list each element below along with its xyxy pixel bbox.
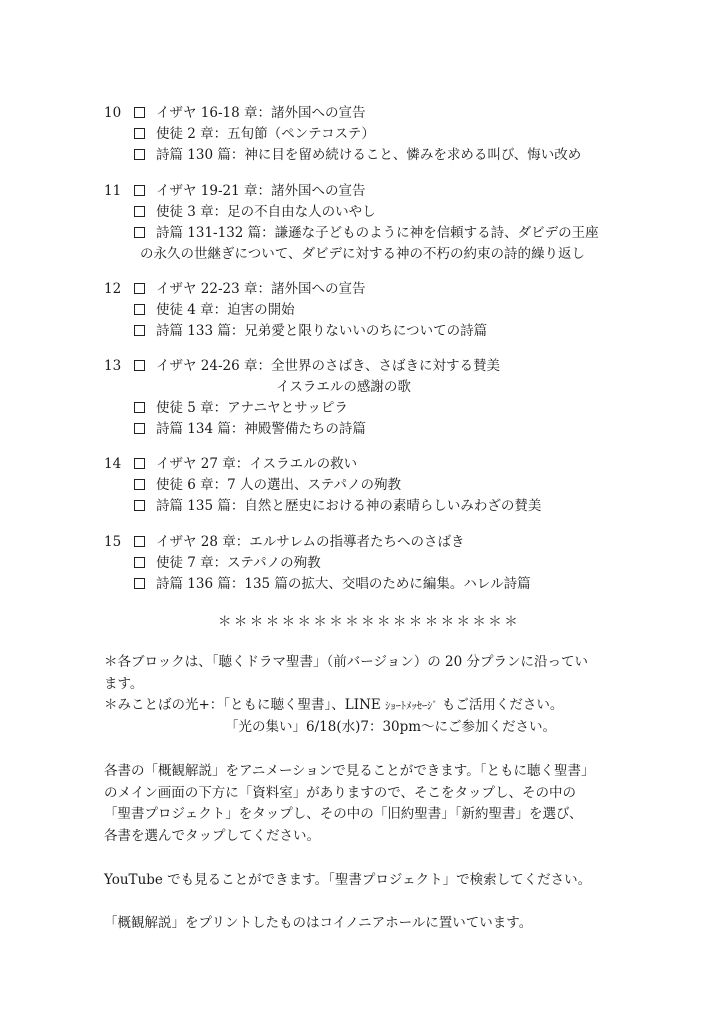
reading-day-15: [104, 532, 664, 595]
checkbox[interactable]: [134, 185, 145, 196]
day-number: 11: [104, 183, 122, 199]
reading-day-11: [104, 181, 664, 265]
reading-isaiah: イザヤ 27 章：イスラエルの救い: [156, 456, 358, 472]
print-note: [104, 913, 624, 935]
reading-acts: 使徒 4 章：迫害の開始: [156, 302, 295, 318]
checkbox[interactable]: [134, 360, 145, 371]
reading-isaiah: イザヤ 16-18 章：諸外国への宣告: [156, 105, 366, 121]
note-line: [104, 695, 624, 717]
paragraph-line: 各書を選んでタップしてください。: [104, 827, 320, 844]
checkbox[interactable]: [134, 402, 145, 413]
checkbox[interactable]: [134, 128, 145, 139]
day-number: 13: [104, 358, 122, 374]
reading-day-13: [104, 356, 664, 440]
checkbox[interactable]: [134, 149, 145, 160]
checkbox[interactable]: [134, 557, 145, 568]
checkbox[interactable]: [134, 500, 145, 511]
paragraph-line: のメイン画面の下方に「資料室」がありますので、そこをタップし、その中の: [104, 784, 576, 801]
reading-psalms: 詩篇 131-132 篇：謙遜な子どものように神を信頼する詩、ダビデの王座: [156, 225, 599, 241]
reading-acts: 使徒 6 章：7 人の選出、ステパノの殉教: [156, 477, 401, 493]
reading-psalms: 詩篇 130 篇：神に目を留め続けること、憐みを求める叫び、悔い改め: [156, 147, 582, 163]
checkbox[interactable]: [134, 578, 145, 589]
overview-paragraph: [104, 761, 624, 847]
reading-acts: 使徒 7 章：ステパノの殉教: [156, 555, 321, 571]
checkbox[interactable]: [134, 479, 145, 490]
reading-psalms: 詩篇 136 篇：135 篇の拡大、交唱のために編集。ハレル詩篇: [156, 576, 531, 592]
day-number: 12: [104, 281, 122, 297]
note-line: ます。: [104, 675, 144, 692]
reading-acts: 使徒 5 章：アナニヤとサッピラ: [156, 400, 348, 416]
paragraph-line: 「概観解説」をプリントしたものはコイノニアホールに置いています。: [104, 915, 533, 931]
reading-psalms: 詩篇 133 篇：兄弟愛と限りないいのちについての詩篇: [156, 323, 488, 339]
note-line: ＊各ブロックは、「聴くドラマ聖書」（前バージョン）の 20 分プランに沿ってい: [104, 654, 588, 670]
reading-psalms-continuation: の永久の世継ぎについて、ダビデに対する神の不朽の約束の詩的繰り返し: [140, 246, 585, 262]
checkbox[interactable]: [134, 536, 145, 547]
note-text-small: ｼｮｰﾄﾒｯｾｰｼﾞ: [385, 700, 438, 712]
checkbox[interactable]: [134, 283, 145, 294]
youtube-note: [104, 870, 624, 892]
checkbox[interactable]: [134, 423, 145, 434]
reading-isaiah-continuation: イスラエルの感謝の歌: [276, 379, 411, 395]
notes-block: [104, 652, 624, 738]
reading-day-14: [104, 454, 664, 517]
day-number: 15: [104, 534, 122, 550]
day-number: 14: [104, 456, 122, 472]
checkbox[interactable]: [134, 458, 145, 469]
note-line: 「光の集い」6/18(水)7：30pm〜にご参加ください。: [225, 718, 557, 735]
checkbox[interactable]: [134, 206, 145, 217]
paragraph-line: YouTube でも見ることができます。「聖書プロジェクト」で検索してください。: [104, 872, 592, 888]
checkbox[interactable]: [134, 107, 145, 118]
reading-acts: 使徒 3 章：足の不自由な人のいやし: [156, 204, 376, 220]
reading-isaiah: イザヤ 24-26 章：全世界のさばき、さばきに対する賛美: [156, 358, 500, 374]
reading-isaiah: イザヤ 19-21 章：諸外国への宣告: [156, 183, 366, 199]
note-text: もご活用ください。: [437, 697, 564, 713]
reading-day-10: [104, 103, 664, 166]
reading-psalms: 詩篇 135 篇：自然と歴史における神の素晴らしいみわざの賛美: [156, 498, 542, 514]
day-number: 10: [104, 105, 122, 121]
note-text: ＊みことばの光+：「ともに聴く聖書」、LINE: [104, 697, 386, 713]
checkbox[interactable]: [134, 325, 145, 336]
reading-acts: 使徒 2 章：五旬節（ペンテコステ）: [156, 126, 375, 142]
checkbox[interactable]: [134, 227, 145, 238]
reading-isaiah: イザヤ 22-23 章：諸外国への宣告: [156, 281, 366, 297]
paragraph-line: 「聖書プロジェクト」をタップし、その中の「旧約聖書」「新約聖書」を選び、: [104, 806, 583, 822]
reading-day-12: [104, 279, 664, 342]
checkbox[interactable]: [134, 304, 145, 315]
reading-isaiah: イザヤ 28 章：エルサレムの指導者たちへのさばき: [156, 534, 465, 550]
reading-psalms: 詩篇 134 篇：神殿警備たちの詩篇: [156, 421, 366, 437]
asterisk-separator: ＊＊＊＊＊＊＊＊＊＊＊＊＊＊＊＊＊＊＊: [218, 614, 521, 630]
paragraph-line: 各書の「概観解説」をアニメーションで見ることができます。「ともに聴く聖書」: [104, 763, 595, 779]
